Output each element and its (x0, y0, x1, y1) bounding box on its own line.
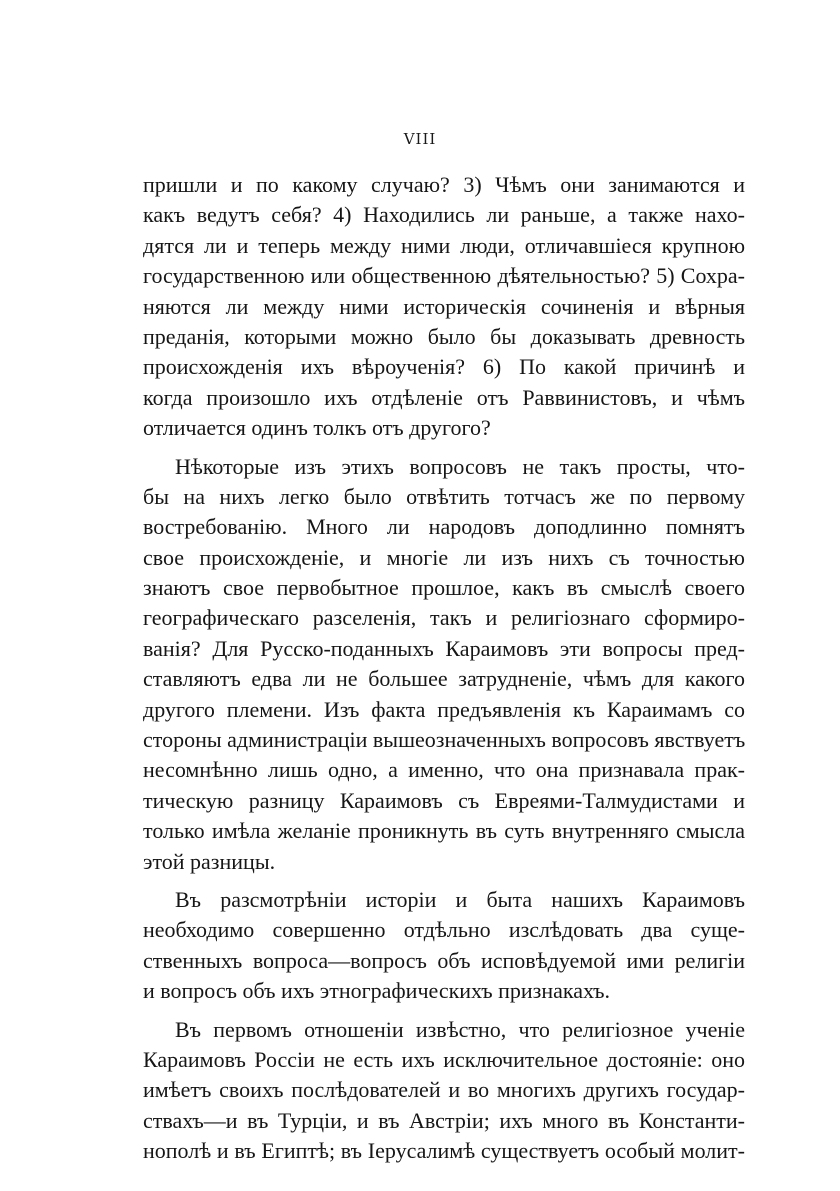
text-line: востребованію. Много ли народовъ доподлинно помнятъ (143, 514, 745, 540)
text-line: государственною или общественною дѣятельностью? 5) Сохра- (143, 263, 745, 289)
text-line: нополѣ и въ Египтѣ; въ Іерусалимѣ существуетъ особый молит- (143, 1138, 745, 1164)
text-line: какъ ведутъ себя? 4) Находились ли раньше, а также нахо- (143, 202, 745, 228)
text-line: происхожденія ихъ вѣроученія? 6) По какой причинѣ и (143, 354, 745, 380)
paragraph (143, 885, 745, 1007)
text-line: тическую разницу Караимовъ съ Евреями-Талмудистами и (143, 787, 745, 813)
text-line: ванія? Для Русско-поданныхъ Караимовъ эти вопросы пред- (143, 635, 745, 661)
text-line: Въ первомъ отношеніи извѣстно, что религіозное ученіе (175, 1016, 745, 1042)
text-line: Караимовъ Россіи не есть ихъ исключительное достояніе: оно (143, 1046, 745, 1072)
paragraph (143, 1015, 745, 1167)
text-line: и вопросъ объ ихъ этнографическихъ признакахъ. (143, 978, 611, 1004)
text-line: бы на нихъ легко было отвѣтить тотчасъ же по первому (143, 483, 745, 509)
text-line: знаютъ свое первобытное прошлое, какъ въ смыслѣ своего (143, 575, 745, 601)
text-line: ствахъ—и въ Турціи, и въ Австріи; ихъ много въ Константи- (143, 1107, 745, 1133)
paragraph (143, 170, 745, 444)
text-line: преданія, которыми можно было бы доказывать древность (143, 323, 745, 349)
text-line: ставляютъ едва ли не большее затрудненіе, чѣмъ для какого (143, 666, 745, 692)
text-line: дятся ли и теперь между ними люди, отличавшіеся крупною (143, 232, 745, 258)
text-line: когда произошло ихъ отдѣленіе отъ Раввинистовъ, и чѣмъ (143, 384, 745, 410)
text-line: няются ли между ними историческія сочиненія и вѣрныя (143, 293, 745, 319)
text-line: отличается одинъ толкъ отъ другого? (143, 415, 491, 441)
text-line: только имѣла желаніе проникнуть въ суть внутренняго смысла (143, 818, 745, 844)
text-line: Нѣкоторые изъ этихъ вопросовъ не такъ просты, что- (175, 453, 745, 479)
body-text (143, 170, 745, 1167)
text-line: имѣетъ своихъ послѣдователей и во многихъ другихъ государ- (143, 1077, 745, 1103)
text-line: несомнѣнно лишь одно, а именно, что она признавала прак- (143, 757, 745, 783)
text-line: ственныхъ вопроса—вопросъ объ исповѣдуемой ими религіи (143, 947, 745, 973)
text-line: стороны администраціи вышеозначенныхъ вопросовъ явствуетъ (143, 727, 745, 753)
page-number: VIII (403, 130, 437, 148)
paragraph (143, 452, 745, 877)
text-line: этой разницы. (143, 848, 276, 874)
text-line: другого племени. Изъ факта предъявленія къ Караимамъ со (143, 696, 745, 722)
text-line: необходимо совершенно отдѣльно изслѣдовать два суще- (143, 917, 745, 943)
text-line: пришли и по какому случаю? 3) Чѣмъ они занимаются и (143, 172, 745, 197)
text-line: Въ разсмотрѣніи исторіи и быта нашихъ Караимовъ (175, 886, 745, 912)
text-line: географическаго разселенія, такъ и религіознаго сформиро- (143, 605, 745, 631)
text-line: свое происхожденіе, и многіе ли изъ нихъ съ точностью (143, 544, 745, 570)
